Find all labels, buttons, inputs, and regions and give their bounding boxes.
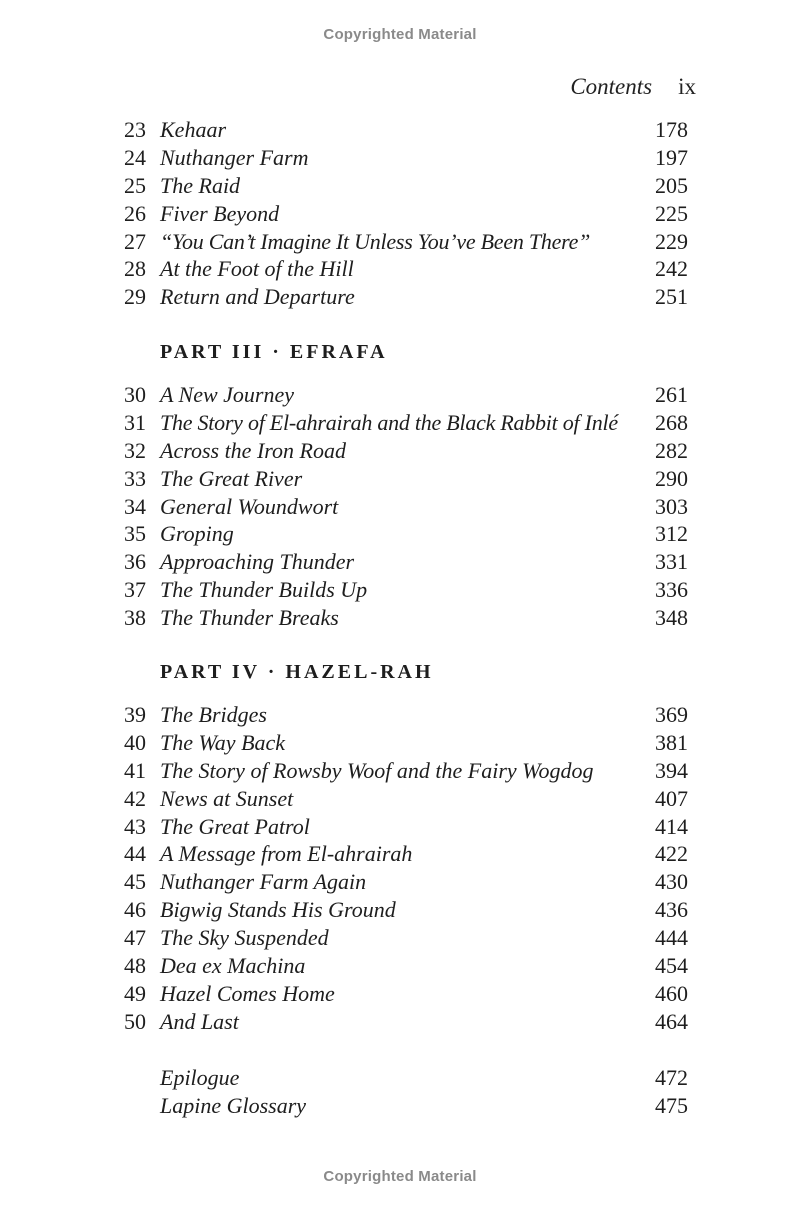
toc-entry[interactable]: [124, 255, 688, 283]
toc-entry[interactable]: [124, 952, 688, 980]
chapter-title: The Great Patrol: [160, 813, 310, 839]
chapter-number: 45: [124, 869, 146, 895]
chapter-title: The Bridges: [160, 702, 267, 727]
toc-entry[interactable]: [124, 228, 688, 256]
toc-entry[interactable]: [124, 785, 688, 813]
toc-entry[interactable]: [124, 493, 688, 521]
toc-entry[interactable]: [124, 1008, 688, 1036]
toc-entry[interactable]: [124, 144, 688, 172]
running-head-page-number: ix: [678, 74, 696, 99]
page-number: 303: [655, 493, 688, 519]
toc-entry[interactable]: [124, 868, 688, 896]
chapter-number: 32: [124, 437, 146, 463]
chapter-number: 27: [124, 228, 146, 254]
toc-entry[interactable]: [124, 465, 688, 493]
chapter-title: Dea ex Machina: [160, 953, 306, 979]
page-number: 422: [655, 841, 688, 867]
toc-entry[interactable]: [124, 116, 688, 144]
toc-entry[interactable]: [124, 604, 688, 632]
chapter-number: 38: [124, 605, 146, 631]
chapter-title: The Sky Suspended: [160, 925, 329, 951]
chapter-title: And Last: [160, 1008, 239, 1034]
chapter-title: General Woundwort: [160, 493, 339, 519]
chapter-number: 29: [124, 284, 146, 310]
toc-back-matter: [124, 1064, 688, 1120]
page-number: 407: [655, 785, 688, 811]
chapter-number: 43: [124, 813, 146, 839]
chapter-title: News at Sunset: [160, 785, 294, 811]
page-number: 268: [655, 409, 688, 435]
chapter-number: 24: [124, 144, 146, 170]
chapter-number: 48: [124, 953, 146, 979]
page-number: 331: [655, 549, 688, 575]
page-number: 225: [655, 200, 688, 226]
chapter-title: A New Journey: [160, 382, 295, 407]
toc-entry-lapine-glossary[interactable]: [124, 1092, 688, 1120]
toc-entry[interactable]: [124, 437, 688, 465]
page-number: 312: [655, 521, 688, 547]
chapter-title: Groping: [160, 521, 234, 547]
chapter-title: At the Foot of the Hill: [160, 256, 354, 282]
page-number: 472: [655, 1065, 688, 1090]
part-heading-hazel-rah: PART IV · HAZEL-RAH: [160, 661, 434, 683]
chapter-number: 28: [124, 256, 146, 282]
page-number: 229: [655, 228, 688, 254]
chapter-number: 42: [124, 785, 146, 811]
chapter-title: The Story of Rowsby Woof and the Fairy Wogdog: [160, 757, 594, 783]
chapter-number: 26: [124, 200, 146, 226]
chapter-number: 47: [124, 925, 146, 951]
toc-entry[interactable]: [124, 896, 688, 924]
running-head-title: Contents: [570, 74, 653, 99]
chapter-number: 25: [124, 172, 146, 198]
chapter-number: 30: [124, 382, 146, 407]
chapter-title: Nuthanger Farm: [160, 144, 309, 170]
page-number: 251: [655, 284, 688, 310]
toc-entry[interactable]: [124, 409, 688, 437]
back-matter-title: Epilogue: [160, 1065, 240, 1090]
page-number: 261: [655, 382, 688, 407]
chapter-title: The Great River: [160, 465, 303, 491]
chapter-title: Kehaar: [160, 117, 226, 142]
chapter-title: “You Can’t Imagine It Unless You’ve Been There”: [160, 228, 591, 254]
chapter-number: 39: [124, 702, 146, 727]
chapter-number: 40: [124, 729, 146, 755]
page-number: 394: [655, 757, 688, 783]
part-heading-efrafa: PART III · EFRAFA: [160, 341, 388, 363]
chapter-number: 36: [124, 549, 146, 575]
chapter-number: 44: [124, 841, 146, 867]
chapter-number: 41: [124, 757, 146, 783]
toc-entry[interactable]: [124, 283, 688, 311]
page-number: 414: [655, 813, 688, 839]
toc-entry[interactable]: [124, 924, 688, 952]
chapter-number: 46: [124, 897, 146, 923]
copyright-watermark-top: Copyrighted Material: [323, 26, 477, 43]
toc-entry[interactable]: [124, 576, 688, 604]
chapter-number: 23: [124, 117, 146, 142]
chapter-number: 37: [124, 577, 146, 603]
page-number: 444: [655, 925, 688, 951]
chapter-number: 49: [124, 980, 146, 1006]
page-number: 242: [655, 256, 688, 282]
copyright-watermark-bottom: Copyrighted Material: [323, 1168, 477, 1185]
page-number: 290: [655, 465, 688, 491]
page-number: 197: [655, 144, 688, 170]
page-number: 454: [655, 953, 688, 979]
toc-entry[interactable]: [124, 813, 688, 841]
chapter-number: 50: [124, 1008, 146, 1034]
chapter-title: The Raid: [160, 172, 241, 198]
chapter-title: A Message from El-ahrairah: [160, 841, 413, 867]
chapter-number: 34: [124, 493, 146, 519]
page-number: 460: [655, 980, 688, 1006]
page-number: 464: [655, 1008, 688, 1034]
toc-entry[interactable]: [124, 548, 688, 576]
toc-entry-epilogue[interactable]: [124, 1064, 688, 1092]
page-number: 381: [655, 729, 688, 755]
chapter-number: 31: [124, 409, 146, 435]
running-head: [570, 74, 696, 100]
page-number: 436: [655, 897, 688, 923]
page-number: 178: [655, 117, 688, 142]
page-number: 282: [655, 437, 688, 463]
toc-part4: [124, 701, 688, 1036]
toc-entry[interactable]: [124, 520, 688, 548]
chapter-number: 35: [124, 521, 146, 547]
chapter-title: The Way Back: [160, 729, 286, 755]
toc-entry[interactable]: [124, 757, 688, 785]
chapter-title: Bigwig Stands His Ground: [160, 897, 396, 923]
chapter-title: Hazel Comes Home: [160, 980, 335, 1006]
chapter-title: The Thunder Breaks: [160, 605, 339, 631]
page-number: 369: [655, 702, 688, 727]
chapter-title: Fiver Beyond: [160, 200, 280, 226]
toc-entry[interactable]: [124, 701, 688, 729]
toc-entry[interactable]: [124, 381, 688, 409]
chapter-title: The Story of El-ahrairah and the Black Rabbit of Inlé: [160, 409, 618, 435]
toc-entry[interactable]: [124, 729, 688, 757]
chapter-title: Nuthanger Farm Again: [160, 869, 367, 895]
page-number: 475: [655, 1092, 688, 1118]
chapter-title: Approaching Thunder: [160, 549, 355, 575]
page-number: 348: [655, 605, 688, 631]
toc-part2-tail: [124, 116, 688, 311]
chapter-title: Return and Departure: [160, 284, 355, 310]
toc-entry[interactable]: [124, 980, 688, 1008]
chapter-title: Across the Iron Road: [160, 437, 346, 463]
back-matter-title: Lapine Glossary: [160, 1092, 307, 1118]
chapter-title: The Thunder Builds Up: [160, 577, 368, 603]
toc-entry[interactable]: [124, 200, 688, 228]
toc-part3: [124, 381, 688, 632]
page-number: 336: [655, 577, 688, 603]
toc-entry[interactable]: [124, 172, 688, 200]
page-number: 430: [655, 869, 688, 895]
page-number: 205: [655, 172, 688, 198]
chapter-number: 33: [124, 465, 146, 491]
toc-entry[interactable]: [124, 840, 688, 868]
